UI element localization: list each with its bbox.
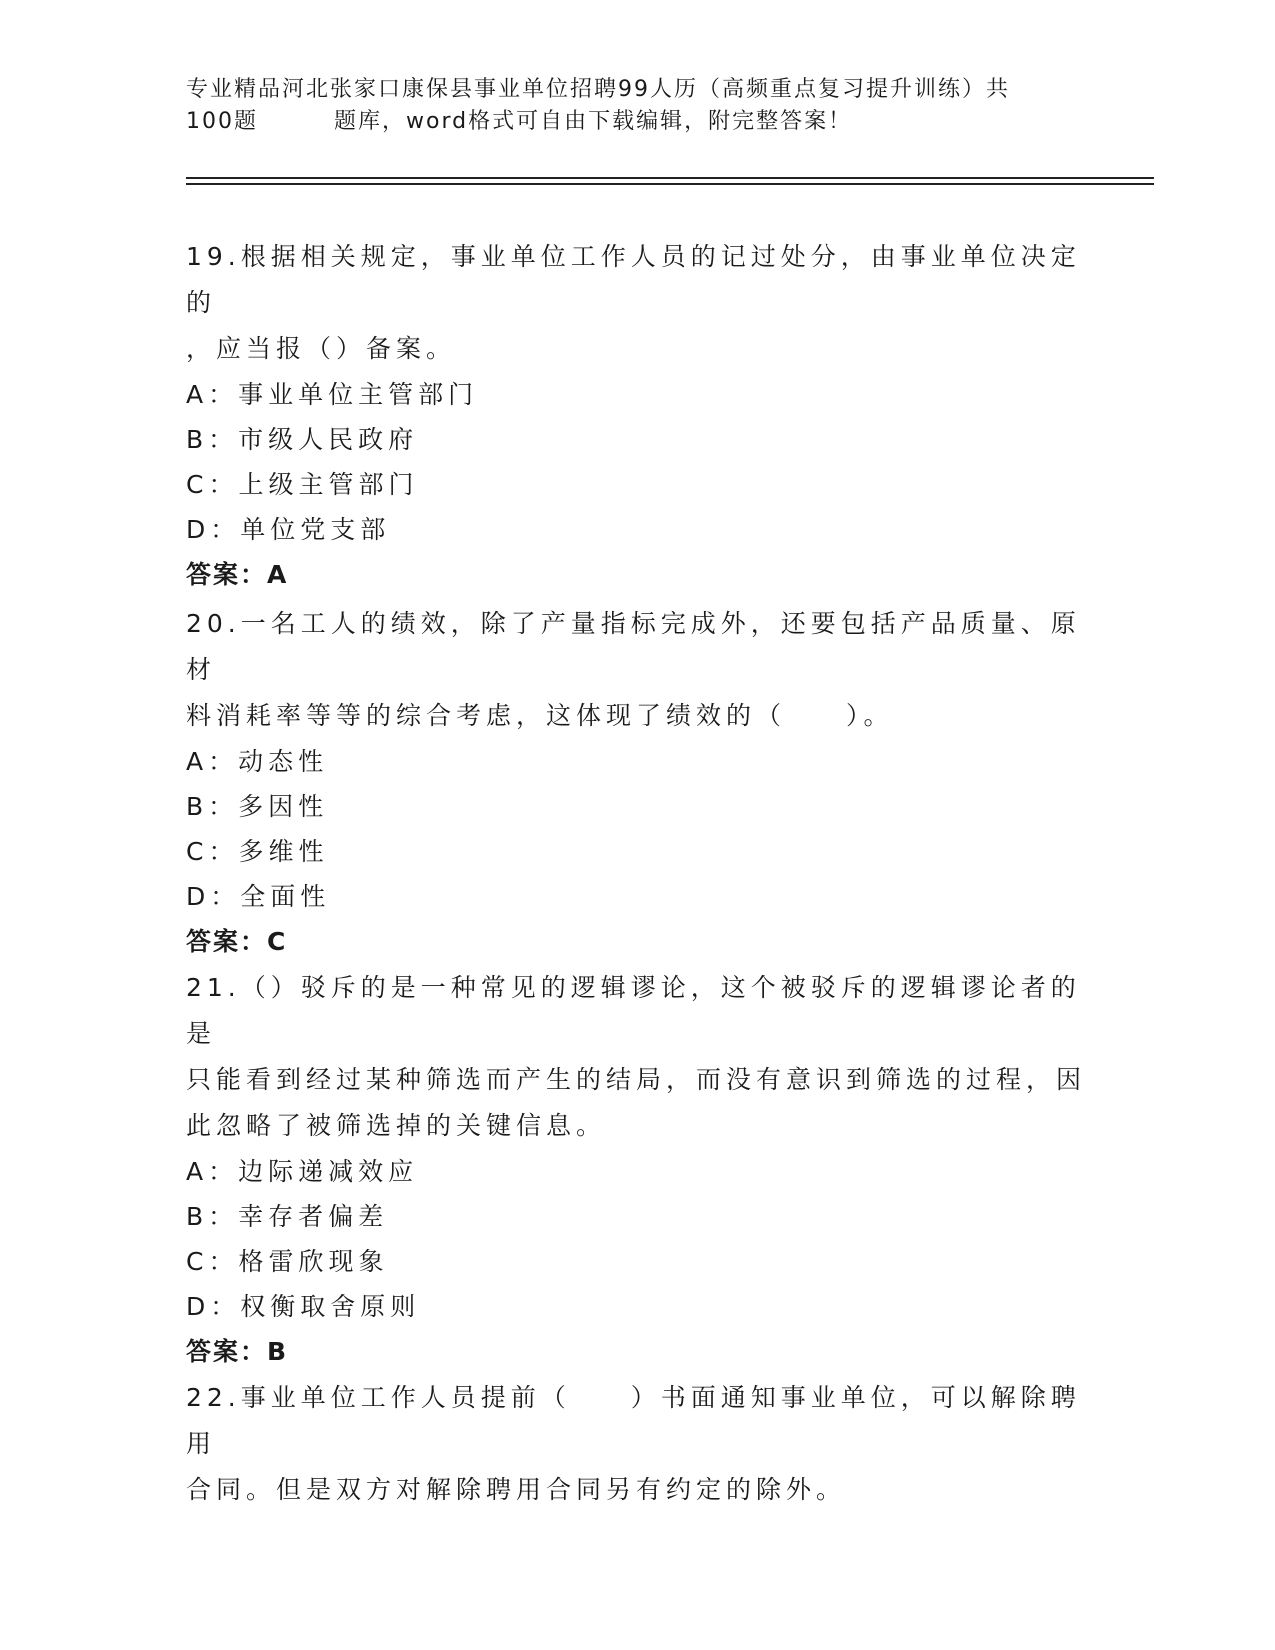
question-text-line: ，应当报（）备案。 xyxy=(186,334,457,363)
option-c: C：多维性 xyxy=(186,837,329,866)
header-divider-bottom xyxy=(186,183,1154,185)
question-21 xyxy=(186,965,1086,1374)
question-text-line: 合同。但是双方对解除聘用合同另有约定的除外。 xyxy=(186,1475,847,1504)
answer: 答案：A xyxy=(186,560,289,589)
option-d: D：单位党支部 xyxy=(186,515,391,544)
option-b: B：多因性 xyxy=(186,792,329,821)
option-d: D：全面性 xyxy=(186,882,331,911)
option-a: A：动态性 xyxy=(186,747,329,776)
answer: 答案：B xyxy=(186,1337,289,1366)
question-text-line: 21.（）驳斥的是一种常见的逻辑谬论，这个被驳斥的逻辑谬论者的是 xyxy=(186,973,1081,1048)
option-c: C：格雷欣现象 xyxy=(186,1247,389,1276)
question-22 xyxy=(186,1375,1086,1513)
question-text-line: 此忽略了被筛选掉的关键信息。 xyxy=(186,1111,607,1140)
option-d: D：权衡取舍原则 xyxy=(186,1292,421,1321)
question-text-line: 22.事业单位工作人员提前（ ）书面通知事业单位，可以解除聘用 xyxy=(186,1383,1081,1458)
question-20 xyxy=(186,601,1086,964)
option-b: B：市级人民政府 xyxy=(186,425,419,454)
question-text-line: 料消耗率等等的综合考虑，这体现了绩效的（ ）。 xyxy=(186,701,894,730)
question-text-line: 20.一名工人的绩效，除了产量指标完成外，还要包括产品质量、原材 xyxy=(186,609,1081,684)
question-text-line: 只能看到经过某种筛选而产生的结局，而没有意识到筛选的过程，因 xyxy=(186,1065,1087,1094)
document-header xyxy=(186,74,1086,138)
header-divider-top xyxy=(186,177,1154,179)
option-c: C：上级主管部门 xyxy=(186,470,419,499)
option-a: A：事业单位主管部门 xyxy=(186,380,479,409)
question-19 xyxy=(186,234,1086,597)
option-b: B：幸存者偏差 xyxy=(186,1202,389,1231)
question-text-line: 19.根据相关规定，事业单位工作人员的记过处分，由事业单位决定的 xyxy=(186,242,1081,317)
answer: 答案：C xyxy=(186,927,288,956)
header-line-1: 专业精品河北张家口康保县事业单位招聘99人历（高频重点复习提升训练）共 xyxy=(186,77,1010,102)
header-line-2 xyxy=(186,106,1086,138)
option-a: A：边际递减效应 xyxy=(186,1157,419,1186)
header-line-2-start: 100题 xyxy=(186,109,258,134)
header-line-2-end: 题库，word格式可自由下载编辑，附完整答案！ xyxy=(334,109,853,134)
